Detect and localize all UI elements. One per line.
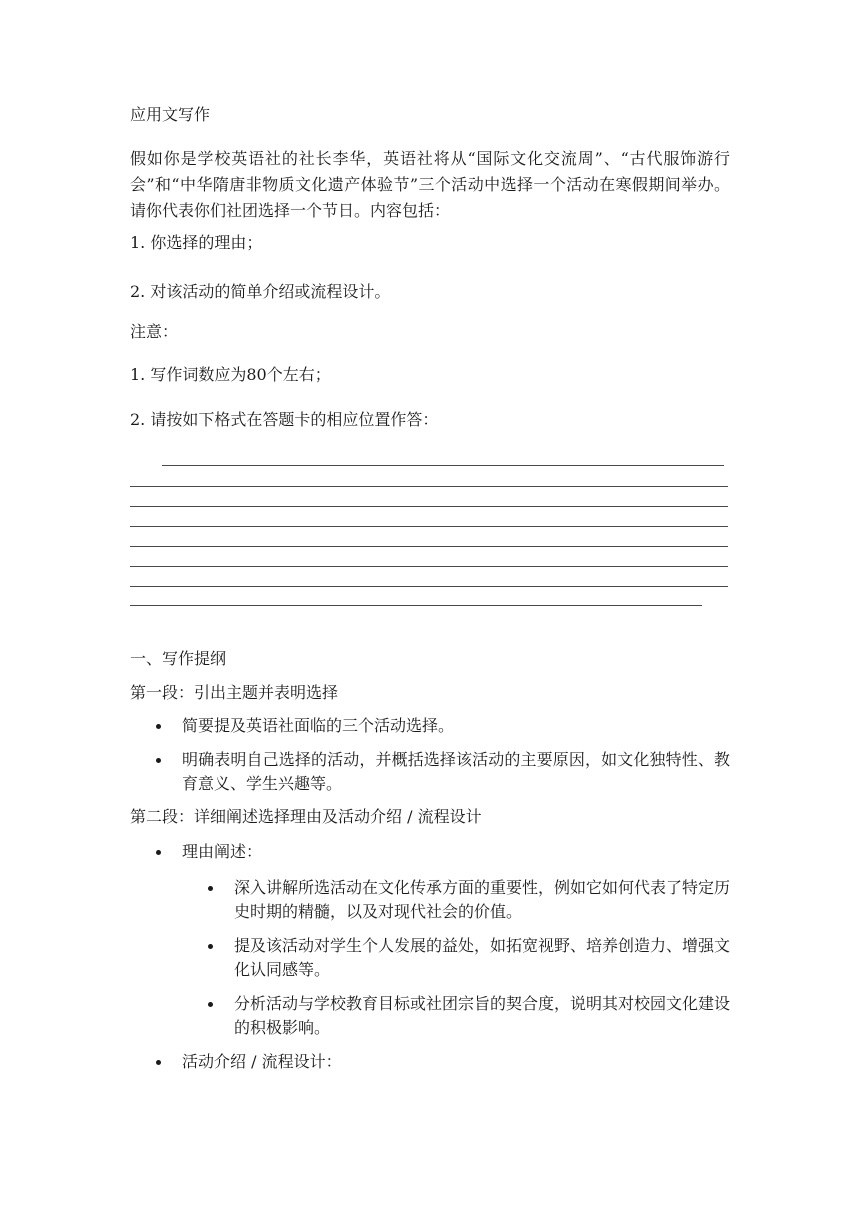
page-title: 应用文写作: [130, 105, 211, 124]
paragraph-2-heading: 第二段：详细阐述选择理由及活动介绍 / 流程设计: [130, 807, 482, 826]
note-item-1: 1. 写作词数应为80个左右；: [130, 365, 331, 384]
answer-line: [162, 465, 724, 466]
note-item-2: 2. 请按如下格式在答题卡的相应位置作答：: [130, 410, 439, 429]
reason-label: 理由阐述：: [182, 842, 263, 861]
paragraph-1-heading: 第一段：引出主题并表明选择: [130, 683, 339, 702]
list-item: 分析活动与学校教育目标或社团宗旨的契合度，说明其对校园文化建设的积极影响。: [130, 992, 730, 1040]
answer-line: [130, 526, 728, 527]
answer-line: [130, 586, 728, 587]
answer-line: [130, 605, 702, 606]
answer-line: [130, 566, 728, 567]
outline-title: 一、写作提纲: [130, 649, 227, 668]
list-item-reasons: [130, 840, 730, 864]
list-item: 简要提及英语社面临的三个活动选择。: [130, 714, 730, 738]
answer-line: [130, 486, 728, 487]
activity-list: [130, 1050, 730, 1074]
notes-label: 注意：: [130, 322, 179, 341]
reasons-sublist: [130, 876, 730, 1040]
activity-label: 活动介绍 / 流程设计：: [182, 1052, 342, 1071]
paragraph-1-list: [130, 714, 730, 796]
content-item-1: 1. 你选择的理由；: [130, 233, 263, 252]
answer-line: [130, 506, 728, 507]
list-item: 深入讲解所选活动在文化传承方面的重要性，例如它如何代表了特定历史时期的精髓，以及对现代社会的价值。: [130, 876, 730, 924]
answer-line: [130, 546, 728, 547]
writing-outline: [130, 648, 730, 1074]
list-item-activity: [130, 1050, 730, 1074]
content-item-2: 2. 对该活动的简单介绍或流程设计。: [130, 282, 391, 301]
list-item: 提及该活动对学生个人发展的益处，如拓宽视野、培养创造力、增强文化认同感等。: [130, 934, 730, 982]
paragraph-2-list: [130, 840, 730, 864]
writing-prompt: 假如你是学校英语社的社长李华，英语社将从“国际文化交流周”、“古代服饰游行会”和“中华隋唐非物质文化遗产体验节”三个活动中选择一个活动在寒假期间举办。请你代表你们社团选择一个节日。内容包括：: [130, 149, 730, 220]
list-item: 明确表明自己选择的活动，并概括选择该活动的主要原因，如文化独特性、教育意义、学生兴趣等。: [130, 748, 730, 796]
